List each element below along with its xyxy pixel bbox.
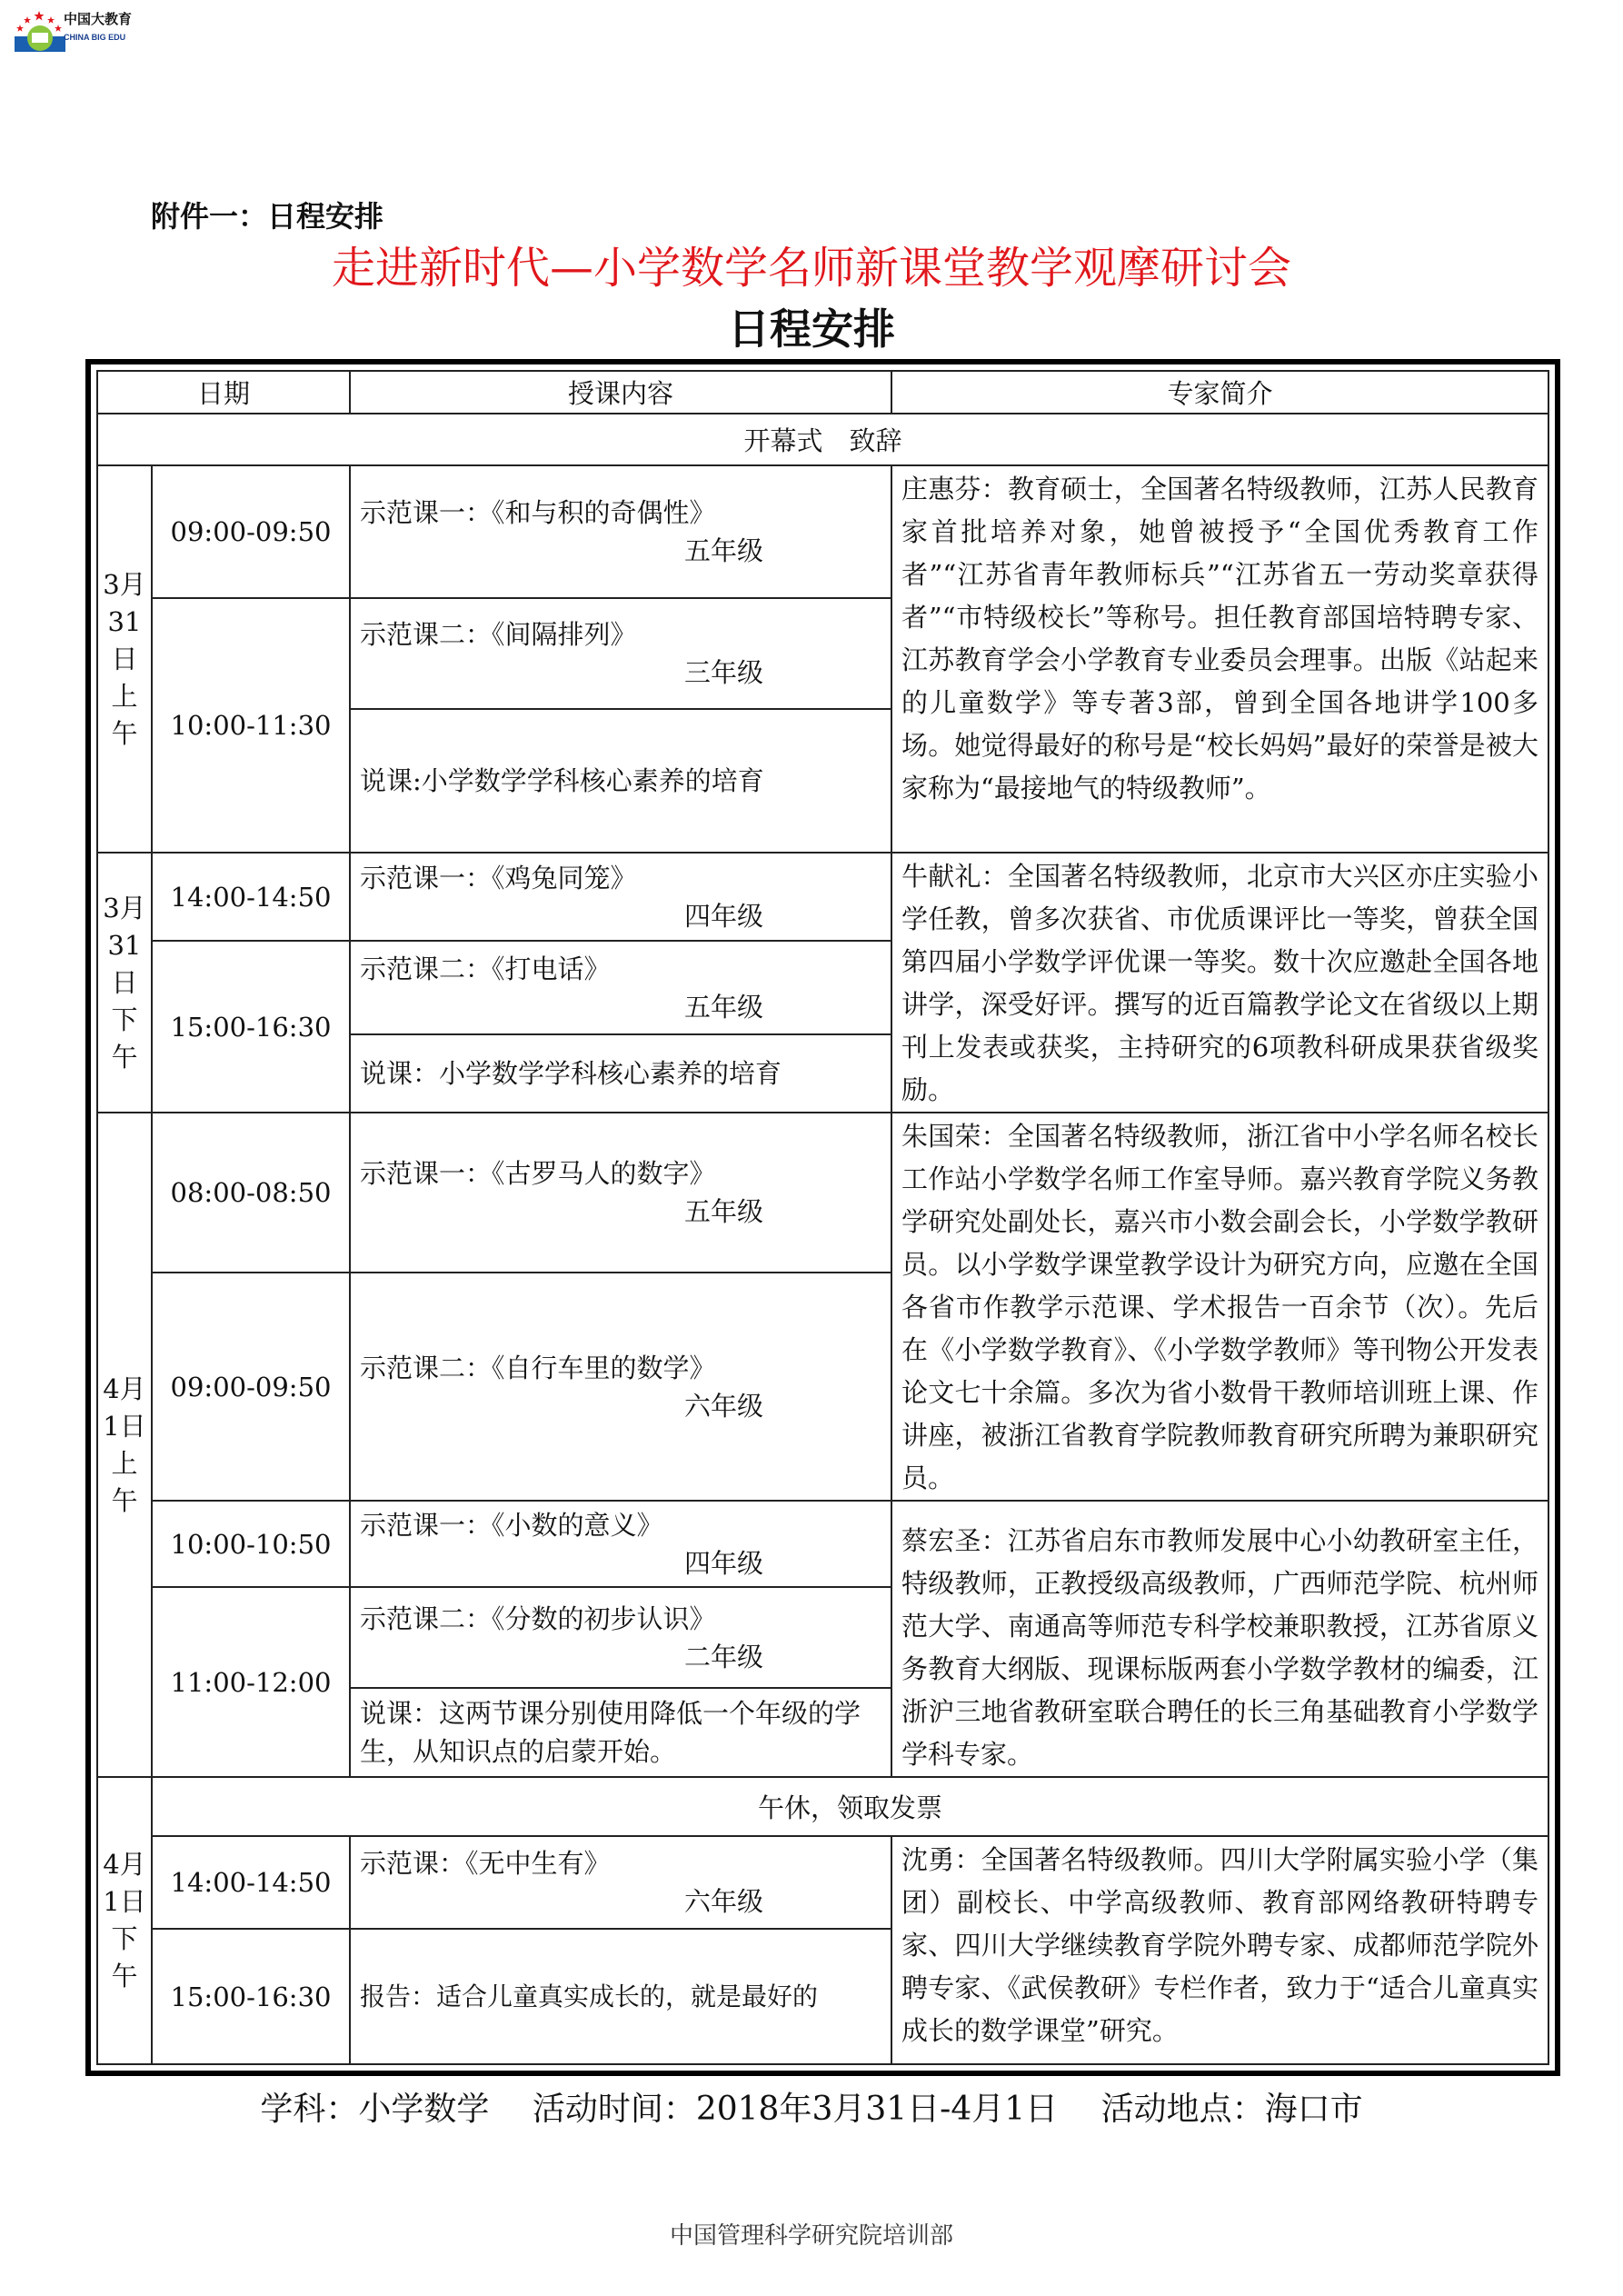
expert-bio: 庄惠芬：教育硕士，全国著名特级教师，江苏人民教育家首批培养对象，她曾被授予“全国优秀教育工作者”“江苏省青年教师标兵”“江苏省五一劳动奖章获得者”“市特级校长”等称号。担任教育部国培特聘专家、江苏教育学会小学教育专业委员会理事。出版《站起来的儿童数学》等专著3部，曾到全国各地讲学100多场。她觉得最好的称号是“校长妈妈”最好的荣誉是被大家称为“最接地气的特级教师”。 (891, 465, 1548, 853)
table-row (97, 1836, 1548, 1929)
time-cell: 14:00-14:50 (152, 853, 350, 941)
date-cell: 4月1日上午 (97, 1113, 152, 1777)
lesson-title: 示范课二：《分数的初步认识》 (360, 1602, 716, 1634)
time-cell: 08:00-08:50 (152, 1113, 350, 1273)
event-info (0, 2089, 1623, 2131)
table-row (97, 465, 1548, 598)
content-cell (350, 941, 891, 1034)
lesson-title: 示范课二：《间隔排列》 (360, 619, 637, 650)
logo-name-cn: 中国大教育 (64, 11, 133, 27)
content-cell (350, 1273, 891, 1501)
expert-bio: 朱国荣：全国著名特级教师，浙江省中小学名师名校长工作站小学数学名师工作室导师。嘉兴教育学院义务教学研究处副处长，嘉兴市小数会副会长，小学数学教研员。以小学数学课堂教学设计为研究方向，应邀在全国各省市作教学示范课、学术报告一百余节（次）。先后在《小学数学教育》、《小学数学教师》等刊物公开发表论文七十余篇。多次为省小数骨干教师培训班上课、作讲座，被浙江省教育学院教师教育研究所聘为兼职研究员。 (891, 1113, 1548, 1501)
talk-cell: 说课:小学数学学科核心素养的培育 (350, 709, 891, 853)
time-cell: 10:00-11:30 (152, 598, 350, 853)
lunch-break: 午休，领取发票 (152, 1777, 1548, 1836)
talk-cell: 说课：这两节课分别使用降低一个年级的学生，从知识点的启蒙开始。 (350, 1688, 891, 1777)
grade-label: 三年级 (684, 657, 764, 688)
lesson-title: 示范课一：《和与积的奇偶性》 (360, 497, 716, 528)
time-cell: 10:00-10:50 (152, 1501, 350, 1587)
expert-bio: 牛献礼：全国著名特级教师，北京市大兴区亦庄实验小学任教，曾多次获省、市优质课评比一等奖，曾获全国第四届小学数学评优课一等奖。数十次应邀赴全国各地讲学，深受好评。撰写的近百篇教学论文在省级以上期刊上发表或获奖，主持研究的6项教科研成果获省级奖励。 (891, 853, 1548, 1113)
lesson-title: 示范课一：《小数的意义》 (360, 1509, 663, 1541)
lesson-title: 示范课二：《打电话》 (360, 953, 611, 984)
grade-label: 六年级 (684, 1886, 764, 1917)
event-place: 活动地点：海口市 (1100, 2091, 1363, 2128)
attachment-label: 附件一：日程安排 (151, 199, 384, 234)
date-cell: 3月31日上午 (97, 465, 152, 853)
time-cell: 09:00-09:50 (152, 465, 350, 598)
talk-cell: 说课：小学数学学科核心素养的培育 (350, 1034, 891, 1113)
schedule-table (96, 370, 1549, 2065)
grade-label: 五年级 (684, 991, 764, 1023)
page-body (85, 359, 1549, 2251)
page-subtitle: 日程安排 (728, 304, 895, 354)
organizer-credit: 中国管理科学研究院培训部 (669, 2222, 953, 2250)
expert-bio: 沈勇：全国著名特级教师。四川大学附属实验小学（集团）副校长、中学高级教师、教育部网络教研特聘专家、四川大学继续教育学院外聘专家、成都师范学院外聘专家、《武侯教研》专栏作者，致力于“适合儿童真实成长的数学课堂”研究。 (891, 1836, 1548, 2064)
opening-row (97, 414, 1548, 465)
content-cell (350, 598, 891, 709)
table-row (97, 1501, 1548, 1587)
grade-label: 二年级 (684, 1641, 764, 1672)
grade-label: 五年级 (684, 535, 764, 566)
time-cell: 09:00-09:50 (152, 1273, 350, 1501)
time-cell: 14:00-14:50 (152, 1836, 350, 1929)
logo-name-en: CHINA BIG EDU (64, 33, 126, 42)
schedule-table-frame (85, 359, 1560, 2076)
grade-label: 四年级 (684, 1547, 764, 1579)
header-content: 授课内容 (350, 371, 891, 414)
table-row (97, 1113, 1548, 1273)
expert-bio: 蔡宏圣：江苏省启东市教师发展中心小幼教研室主任，特级教师，正教授级高级教师，广西师范学院、杭州师范大学、南通高等师范专科学校兼职教授，江苏省原义务教育大纲版、现课标版两套小学数学教材的编委，江浙沪三地省教研室联合聘任的长三角基础教育小学数学学科专家。 (891, 1501, 1548, 1777)
event-subject: 学科：小学数学 (260, 2091, 490, 2128)
time-cell: 15:00-16:30 (152, 941, 350, 1113)
content-cell (350, 1501, 891, 1587)
opening-ceremony: 开幕式 致辞 (97, 414, 1548, 465)
grade-label: 四年级 (684, 900, 764, 932)
grade-label: 五年级 (684, 1196, 764, 1228)
report-cell: 报告：适合儿童真实成长的，就是最好的 (350, 1929, 891, 2064)
grade-label: 六年级 (684, 1390, 764, 1422)
table-header-row (97, 371, 1548, 414)
content-cell (350, 1836, 891, 1929)
lesson-title: 示范课：《无中生有》 (360, 1848, 611, 1879)
event-time: 活动时间：2018年3月31日-4月1日 (532, 2091, 1059, 2128)
page-title: 走进新时代—小学数学名师新课堂教学观摩研讨会 (331, 243, 1291, 294)
lesson-title: 示范课一：《鸡兔同笼》 (360, 862, 637, 893)
lesson-title: 示范课二：《自行车里的数学》 (360, 1352, 716, 1383)
lunch-row (97, 1777, 1548, 1836)
header-date: 日期 (97, 371, 350, 414)
date-cell: 4月1日下午 (97, 1777, 152, 2064)
content-cell (350, 465, 891, 598)
header-expert: 专家简介 (891, 371, 1548, 414)
content-cell (350, 1587, 891, 1688)
time-cell: 15:00-16:30 (152, 1929, 350, 2064)
date-cell: 3月31日下午 (97, 853, 152, 1113)
lesson-title: 示范课一：《古罗马人的数字》 (360, 1158, 716, 1190)
content-cell (350, 853, 891, 941)
content-cell (350, 1113, 891, 1273)
table-row (97, 853, 1548, 941)
time-cell: 11:00-12:00 (152, 1587, 350, 1777)
